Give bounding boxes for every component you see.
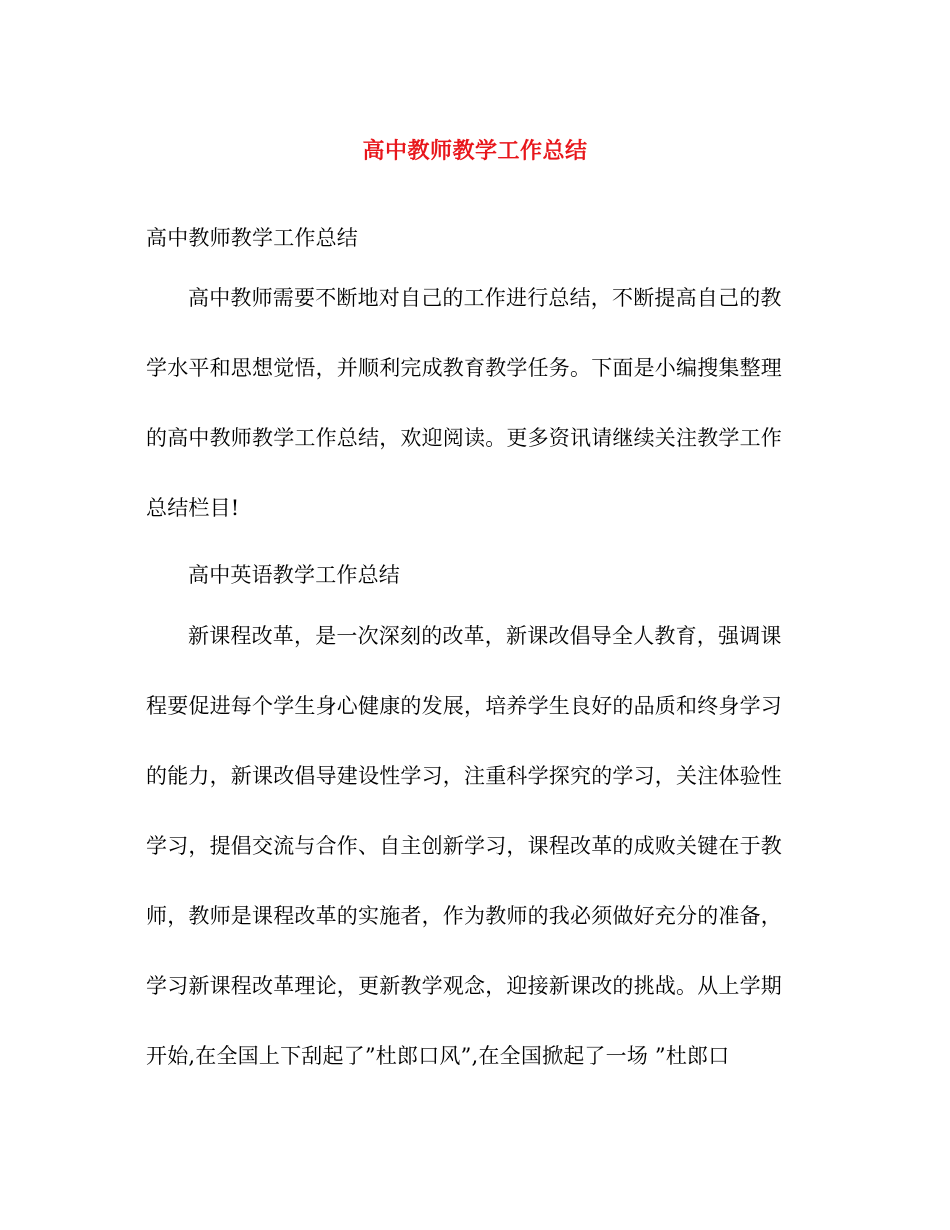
paragraph-line: 学习，提倡交流与合作、自主创新学习，课程改革的成败关键在于教: [146, 834, 782, 858]
document-title: 高中教师教学工作总结: [362, 138, 588, 164]
paragraph-line: 学水平和思想觉悟，并顺利完成教育教学任务。下面是小编搜集整理: [146, 356, 782, 380]
paragraph-line: 学习新课程改革理论，更新教学观念，迎接新课改的挑战。从上学期: [146, 974, 782, 998]
section-heading: 高中英语教学工作总结: [188, 563, 400, 587]
paragraph-line: 高中教师需要不断地对自己的工作进行总结，不断提高自己的教: [188, 286, 782, 310]
paragraph-line: 开始,在全国上下刮起了”杜郎口风”,在全国掀起了一场 ”杜郎口: [146, 1044, 730, 1068]
paragraph-line: 新课程改革，是一次深刻的改革，新课改倡导全人教育，强调课: [188, 624, 782, 648]
paragraph-line: 师，教师是课程改革的实施者，作为教师的我必须做好充分的准备，: [146, 904, 782, 928]
paragraph-line: 程要促进每个学生身心健康的发展，培养学生良好的品质和终身学习: [146, 694, 782, 718]
paragraph-line: 的能力，新课改倡导建设性学习，注重科学探究的学习，关注体验性: [146, 764, 782, 788]
paragraph-line: 总结栏目!: [146, 496, 240, 520]
paragraph-line: 的高中教师教学工作总结，欢迎阅读。更多资讯请继续关注教学工作: [146, 426, 782, 450]
subtitle-line: 高中教师教学工作总结: [146, 226, 358, 250]
